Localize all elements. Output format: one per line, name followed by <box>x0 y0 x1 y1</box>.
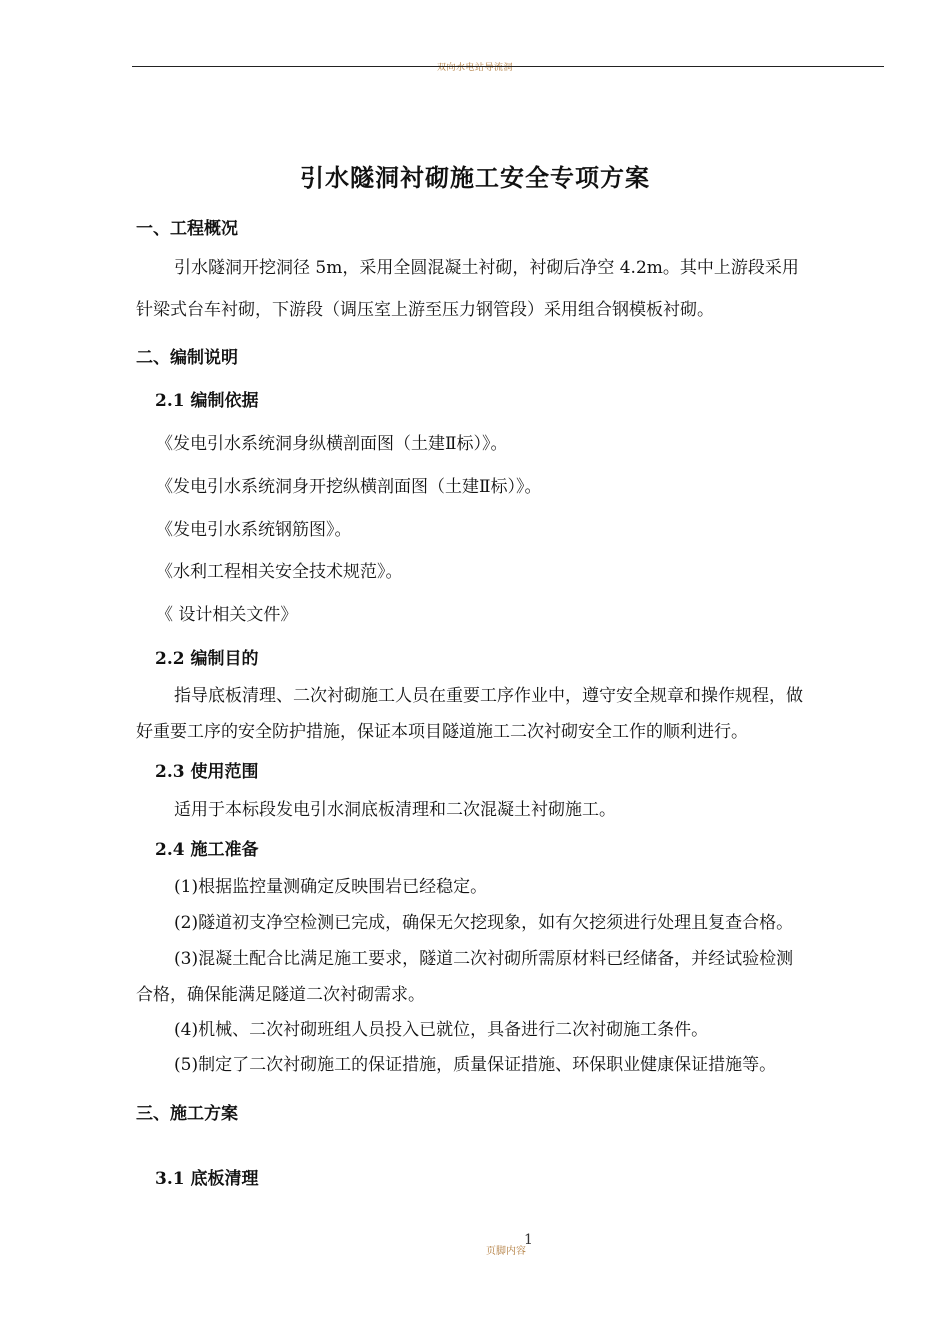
section-2-3-heading: 2.3 使用范围 <box>155 762 259 782</box>
section-3-1-heading: 3.1 底板清理 <box>155 1169 259 1189</box>
preparation-item-3-line-1: (3)混凝土配合比满足施工要求，隧道二次衬砌所需原材料已经储备，并经试验检测 <box>174 949 794 969</box>
section-1-heading: 一、工程概况 <box>136 219 238 239</box>
section-2-4-heading: 2.4 施工准备 <box>155 840 259 860</box>
reference-item: 《发电引水系统洞身纵横剖面图（土建Ⅱ标）》。 <box>156 434 508 454</box>
section-2-2-paragraph-line-2: 好重要工序的安全防护措施，保证本项目隧道施工二次衬砌安全工作的顺利进行。 <box>136 722 748 742</box>
reference-item: 《发电引水系统洞身开挖纵横剖面图（土建Ⅱ标）》。 <box>156 477 542 497</box>
section-2-2-heading: 2.2 编制目的 <box>155 649 259 669</box>
page-footer-text: 页脚内容 <box>486 1246 526 1257</box>
preparation-item-1: (1)根据监控量测确定反映围岩已经稳定。 <box>174 877 488 897</box>
preparation-item-4: (4)机械、二次衬砌班组人员投入已就位，具备进行二次衬砌施工条件。 <box>174 1020 709 1040</box>
document-title: 引水隧洞衬砌施工安全专项方案 <box>300 163 650 192</box>
section-1-paragraph-line-2: 针梁式台车衬砌，下游段（调压室上游至压力钢管段）采用组合钢模板衬砌。 <box>136 300 714 320</box>
section-3-heading: 三、施工方案 <box>136 1104 238 1124</box>
preparation-item-5: (5)制定了二次衬砌施工的保证措施，质量保证措施、环保职业健康保证措施等。 <box>174 1055 777 1075</box>
preparation-item-3-line-2: 合格，确保能满足隧道二次衬砌需求。 <box>136 985 425 1005</box>
page-number: 1 <box>524 1232 533 1248</box>
section-2-3-paragraph: 适用于本标段发电引水洞底板清理和二次混凝土衬砌施工。 <box>174 800 616 820</box>
section-1-paragraph-line-1: 引水隧洞开挖洞径 5m，采用全圆混凝土衬砌，衬砌后净空 4.2m。其中上游段采用 <box>174 258 799 278</box>
section-2-2-paragraph-line-1: 指导底板清理、二次衬砌施工人员在重要工序作业中，遵守安全规章和操作规程，做 <box>174 686 803 706</box>
reference-item: 《水利工程相关安全技术规范》。 <box>156 562 403 582</box>
reference-item: 《 设计相关文件》 <box>156 605 298 625</box>
preparation-item-2: (2)隧道初支净空检测已完成，确保无欠挖现象，如有欠挖须进行处理且复查合格。 <box>174 913 794 933</box>
page-header-text: 双向水电站导流洞 <box>436 63 513 73</box>
section-2-heading: 二、编制说明 <box>136 348 238 368</box>
section-2-1-heading: 2.1 编制依据 <box>155 391 259 411</box>
reference-item: 《发电引水系统钢筋图》。 <box>156 520 352 540</box>
page-header-rule <box>132 66 884 67</box>
